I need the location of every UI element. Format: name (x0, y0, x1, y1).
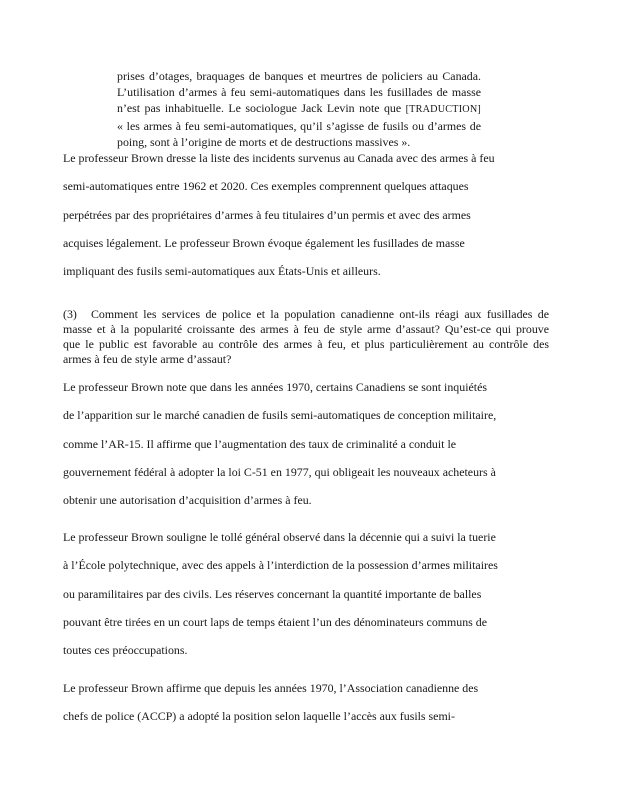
text-line: toutes ces préoccupations. (63, 643, 188, 658)
question-number: (3) (63, 307, 77, 321)
text-line: Le professeur Brown dresse la liste des incidents survenus au Canada avec des armes à feu (63, 151, 495, 165)
quote-line: poing, sont à l’origine de morts et de destructions massives ». (117, 135, 411, 149)
quote-line: L’utilisation d’armes à feu semi-automatiques dans les fusillades de masse (117, 85, 481, 99)
text-line: acquises légalement. Le professeur Brown évoque également les fusillades de masse (63, 235, 465, 250)
paragraph-1970s-concerns (63, 373, 549, 514)
quote-line: « les armes à feu semi-automatiques, qu’il s’agisse de fusils ou d’armes de (117, 119, 481, 133)
text-line: obtenir une autorisation d’acquisition d’armes à feu. (63, 493, 312, 508)
paragraph-accp-position (63, 674, 549, 731)
text-line: Le professeur Brown affirme que depuis les années 1970, l’Association canadienne des (63, 681, 479, 695)
text-line: chefs de police (ACCP) a adopté la position selon laquelle l’accès aux fusils semi- (63, 709, 455, 724)
question-line: armes à feu de style arme d’assaut? (63, 352, 232, 367)
question-3-paragraph (63, 307, 549, 367)
question-line: masse et à la popularité croissante des armes à feu de style arme d’assaut? Qu’est-ce qui prouve (63, 322, 549, 337)
question-line: que le public est favorable au contrôle des armes à feu, et plus particulièrement au contrôle des (63, 337, 549, 352)
question-line (63, 307, 549, 322)
text-line: à l’École polytechnique, avec des appels à l’interdiction de la possession d’armes militaires (63, 558, 498, 573)
text-line: de l’apparition sur le marché canadien de fusils semi-automatiques de conception militaire, (63, 408, 497, 423)
text-line: comme l’AR-15. Il affirme que l’augmentation des taux de criminalité a conduit le (63, 436, 457, 451)
text-line: Le professeur Brown souligne le tollé général observé dans la décennie qui a suivi la tuerie (63, 530, 496, 544)
text-line: Le professeur Brown note que dans les années 1970, certains Canadiens se sont inquiétés (63, 380, 487, 394)
question-line-text: Comment les services de police et la population canadienne ont-ils réagi aux fusillades de (91, 307, 549, 321)
text-line: impliquant des fusils semi-automatiques aux États-Unis et ailleurs. (63, 264, 381, 279)
paragraph-brown-incident-list (63, 144, 549, 285)
text-line: pouvant être tirées en un court laps de temps étaient l’un des dénominateurs communs de (63, 614, 487, 629)
blockquote (117, 68, 481, 150)
text-line: gouvernement fédéral à adopter la loi C-51 en 1977, qui obligeait les nouveaux acheteurs à (63, 464, 496, 479)
text-line: semi-automatiques entre 1962 et 2020. Ces exemples comprennent quelques attaques (63, 179, 469, 194)
traduction-smallcaps-label: [TRADUCTION] (405, 104, 481, 115)
text-line: perpétrées par des propriétaires d’armes à feu titulaires d’un permis et avec des armes (63, 207, 471, 222)
paragraph-polytechnique-outcry (63, 523, 549, 664)
quote-line-text: n’est pas inhabituelle. Le sociologue Jack Levin note que (117, 101, 406, 115)
quote-line (117, 100, 481, 118)
quote-line: prises d’otages, braquages de banques et meurtres de policiers au Canada. (117, 69, 481, 83)
text-line: ou paramilitaires par des civils. Les réserves concernant la quantité importante de balles (63, 586, 482, 601)
